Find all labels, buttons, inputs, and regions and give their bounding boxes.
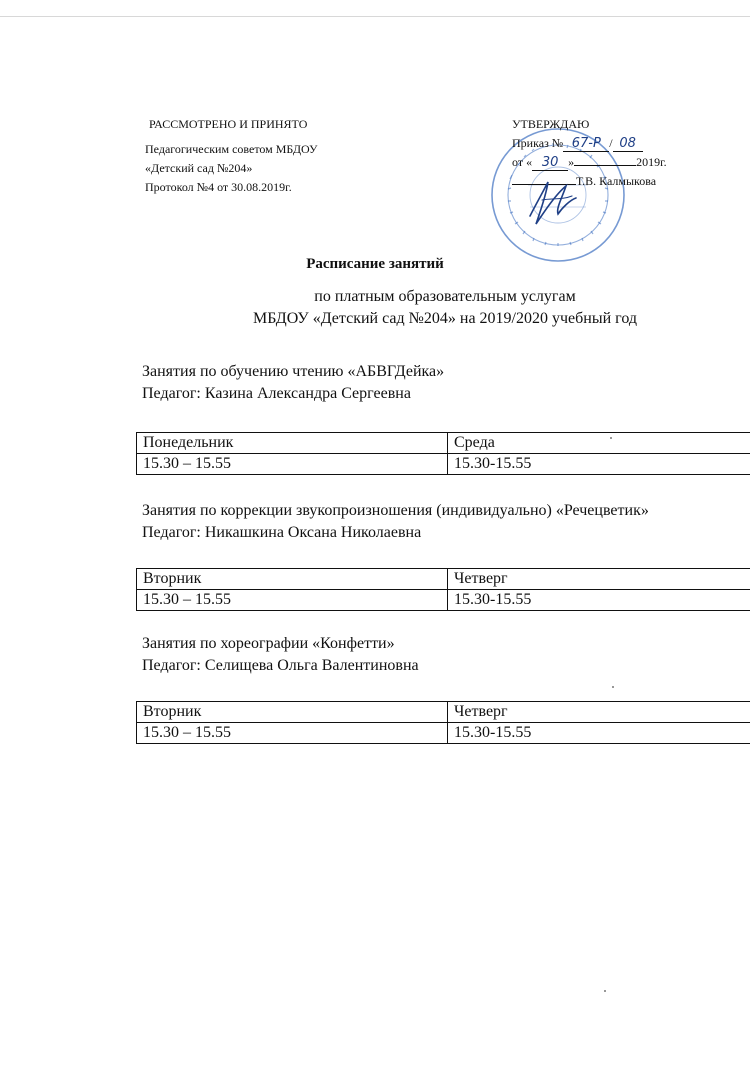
date-month-blank bbox=[574, 165, 636, 166]
section-teacher: Педагог: Селищева Ольга Валентиновна bbox=[142, 657, 419, 674]
date-day: 30 bbox=[532, 156, 568, 171]
scan-speck bbox=[610, 437, 612, 439]
approval-heading-right: УТВЕРЖДАЮ bbox=[512, 117, 590, 131]
approval-heading: РАССМОТРЕНО И ПРИНЯТО bbox=[149, 117, 308, 131]
scan-speck bbox=[604, 990, 606, 992]
handwritten-signature bbox=[522, 178, 582, 230]
time-cell: 15.30 – 15.55 bbox=[137, 590, 448, 611]
order-number: 67-Р bbox=[563, 137, 609, 152]
day-header: Понедельник bbox=[137, 433, 448, 454]
table-header-row bbox=[137, 569, 750, 590]
table-header-row bbox=[137, 433, 750, 454]
document-title: Расписание занятий bbox=[306, 256, 444, 272]
table-time-row bbox=[137, 590, 750, 611]
subtitle-line-2: МБДОУ «Детский сад №204» на 2019/2020 учебный год bbox=[252, 310, 638, 327]
council-line: Педагогическим советом МБДОУ bbox=[145, 142, 318, 156]
section-teacher: Педагог: Казина Александра Сергеевна bbox=[142, 385, 411, 402]
document-subtitle bbox=[70, 286, 750, 330]
order-line bbox=[512, 134, 712, 153]
date-prefix: от « bbox=[512, 155, 533, 169]
time-cell: 15.30 – 15.55 bbox=[137, 723, 448, 744]
subtitle-line-1: по платным образовательным услугам bbox=[314, 288, 576, 305]
order-code: 08 bbox=[613, 137, 643, 152]
page-top-edge bbox=[0, 16, 750, 17]
institution-line: «Детский сад №204» bbox=[145, 161, 253, 175]
schedule-table-reading bbox=[136, 432, 750, 475]
section-speech bbox=[142, 500, 649, 544]
time-cell: 15.30-15.55 bbox=[448, 723, 750, 744]
approval-block-left bbox=[145, 115, 318, 197]
day-header: Четверг bbox=[448, 702, 750, 723]
schedule-table-choreography bbox=[136, 701, 750, 744]
schedule-table-speech bbox=[136, 568, 750, 611]
section-name: Занятия по хореографии «Конфетти» bbox=[142, 635, 395, 652]
time-cell: 15.30-15.55 bbox=[448, 454, 750, 475]
time-cell: 15.30 – 15.55 bbox=[137, 454, 448, 475]
section-name: Занятия по коррекции звукопроизношения (индивидуально) «Речецветик» bbox=[142, 502, 649, 519]
time-cell: 15.30-15.55 bbox=[448, 590, 750, 611]
day-header: Четверг bbox=[448, 569, 750, 590]
table-header-row bbox=[137, 702, 750, 723]
section-reading bbox=[142, 361, 444, 405]
scan-speck bbox=[612, 686, 614, 688]
day-header: Вторник bbox=[137, 702, 448, 723]
day-header: Вторник bbox=[137, 569, 448, 590]
table-time-row bbox=[137, 723, 750, 744]
table-time-row bbox=[137, 454, 750, 475]
date-mid: » bbox=[568, 155, 575, 169]
order-label: Приказ № bbox=[512, 136, 564, 150]
date-line bbox=[512, 153, 712, 172]
date-year: 2019г. bbox=[636, 155, 667, 169]
day-header: Среда bbox=[448, 433, 750, 454]
signer-name: Т.В. Калмыкова bbox=[576, 174, 657, 188]
section-name: Занятия по обучению чтению «АБВГДейка» bbox=[142, 363, 445, 380]
protocol-line: Протокол №4 от 30.08.2019г. bbox=[145, 180, 292, 194]
order-separator: / bbox=[609, 136, 613, 150]
section-choreography bbox=[142, 633, 419, 677]
section-teacher: Педагог: Никашкина Оксана Николаевна bbox=[142, 524, 422, 541]
